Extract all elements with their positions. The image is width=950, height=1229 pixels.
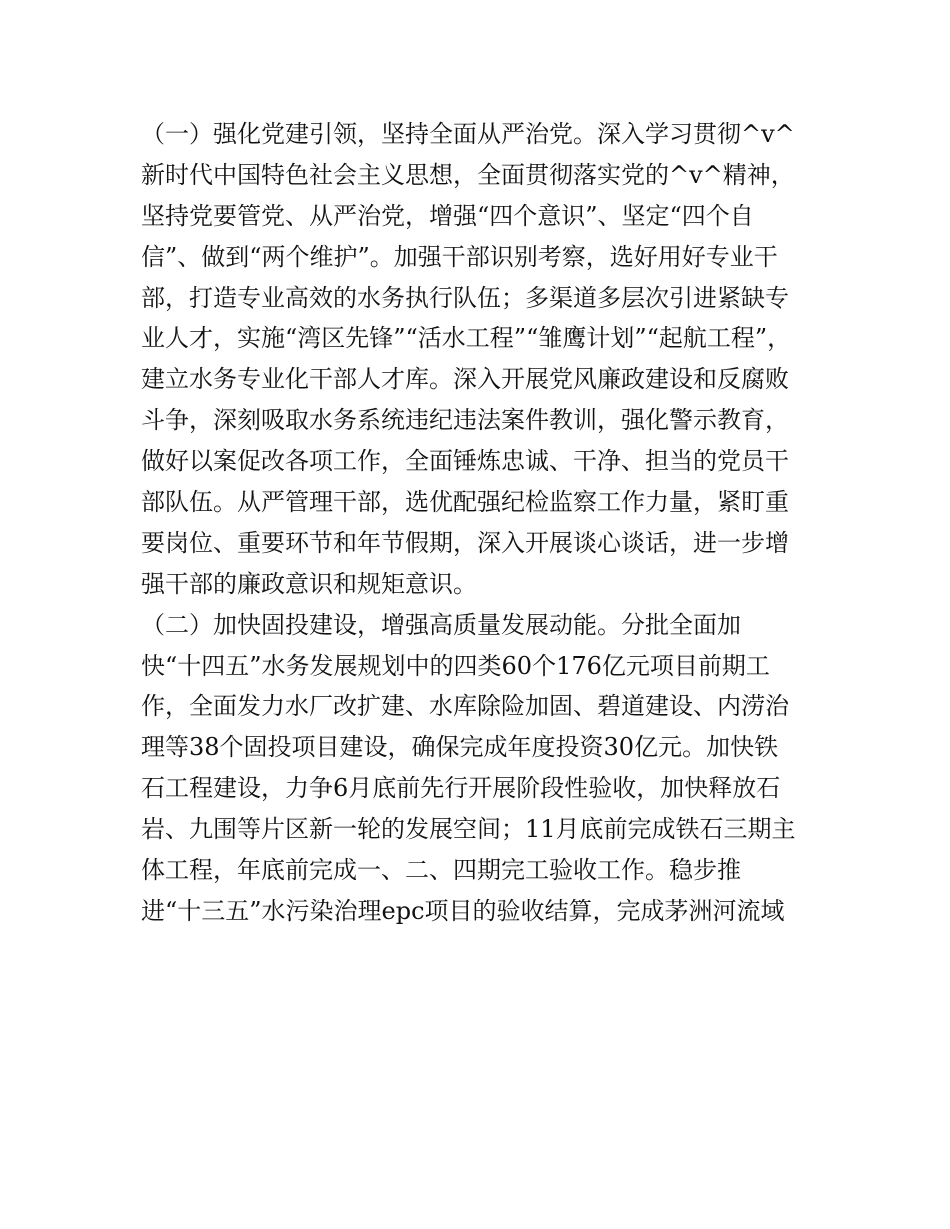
document-body — [141, 114, 831, 932]
text-line: 建立水务专业化干部人才库。深入开展党风廉政建设和反腐败 — [141, 365, 789, 394]
text-line: 强干部的廉政意识和规矩意识。 — [141, 569, 477, 598]
text-line: 业人才，实施“湾区先锋”“活水工程”“雏鹰计划”“起航工程”， — [141, 324, 792, 353]
text-line: 要岗位、重要环节和年节假期，深入开展谈心谈话，进一步增 — [141, 528, 789, 557]
text-line: （一）强化党建引领，坚持全面从严治党。深入学习贯彻^v^ — [141, 120, 795, 148]
text-line: 进“十三五”水污染治理epc项目的验收结算，完成茅洲河流域 — [141, 896, 785, 925]
text-line: （二）加快固投建设，增强高质量发展动能。分批全面加 — [141, 610, 741, 639]
text-line: 作，全面发力水厂改扩建、水库除险加固、碧道建设、内涝治 — [141, 692, 789, 721]
text-line: 部队伍。从严管理干部，选优配强纪检监察工作力量，紧盯重 — [141, 488, 789, 517]
text-line: 部，打造专业高效的水务执行队伍；多渠道多层次引进紧缺专 — [141, 283, 789, 312]
text-line: 石工程建设，力争6月底前先行开展阶段性验收，加快释放石 — [141, 774, 781, 803]
text-line: 坚持党要管党、从严治党，增强“四个意识”、坚定“四个自 — [141, 201, 754, 230]
text-line: 岩、九围等片区新一轮的发展空间；11月底前完成铁石三期主 — [141, 815, 796, 844]
text-line: 快“十四五”水务发展规划中的四类60个176亿元项目前期工 — [141, 651, 770, 680]
text-line: 斗争，深刻吸取水务系统违纪违法案件教训，强化警示教育， — [141, 406, 789, 435]
text-line: 体工程，年底前完成一、二、四期完工验收工作。稳步推 — [141, 856, 741, 885]
text-line: 理等38个固投项目建设，确保完成年度投资30亿元。加快铁 — [141, 733, 779, 762]
text-line: 新时代中国特色社会主义思想，全面贯彻落实党的^v^精神， — [141, 160, 795, 189]
text-line: 做好以案促改各项工作，全面锤炼忠诚、干净、担当的党员干 — [141, 447, 789, 476]
text-line: 信”、做到“两个维护”。加强干部识别考察，选好用好专业干 — [141, 242, 778, 271]
